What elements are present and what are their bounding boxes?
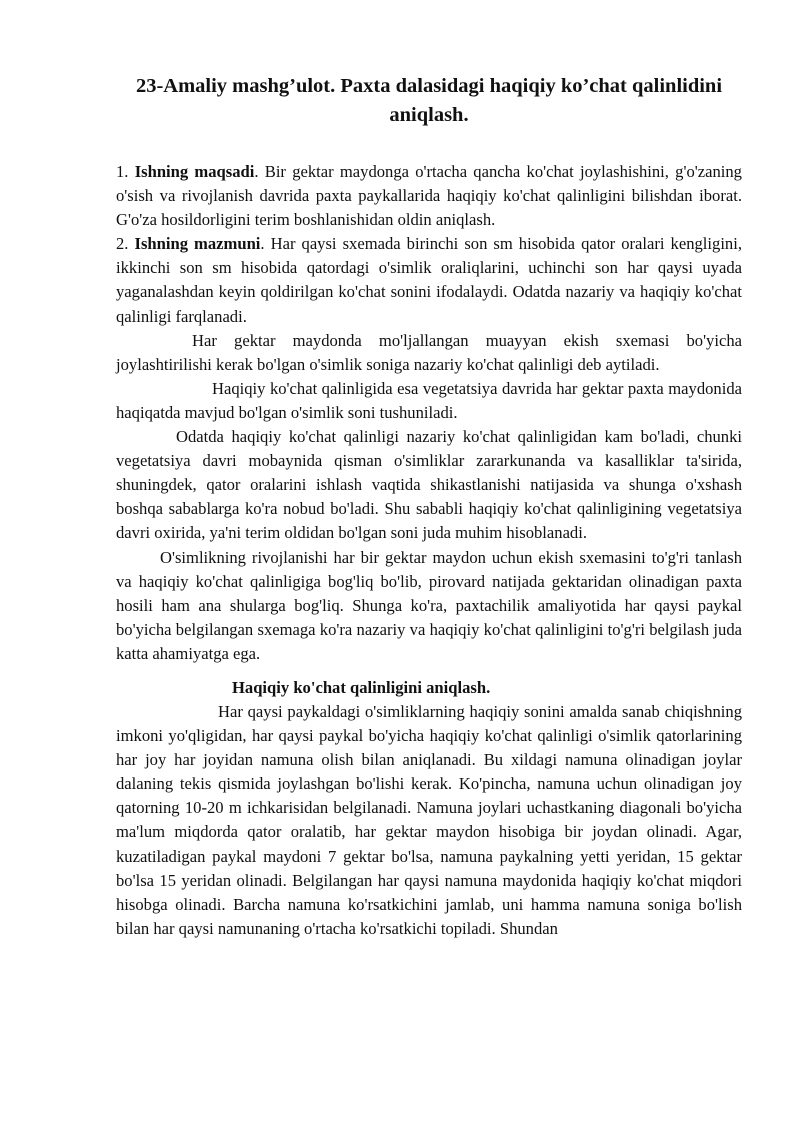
section-content-heading: Ishning mazmuni [134, 234, 261, 254]
section-goal-text: . Bir gektar maydonga o'rtacha qancha ko'chat joylashishini, g'o'zaning o'sish va rivojlanish davrida paxta paykallarida haqiqiy ko'chat qalinligini bilishdan iborat. G'o'za hosildorligini terim boshlanishidan oldin aniqlash. [116, 162, 742, 230]
paragraph-plant-development: O'simlikning rivojlanishi har bir gektar maydon uchun ekish sxemasini to'g'ri tanlash va haqiqiy ko'chat qalinligiga bog'liq bo'lib, pirovard natijada gektaridan olinadigan paxta hosili ham ana shularga bog'liq. Shunga ko'ra, paxtachilik amaliyotida har qaysi paykal bo'yicha belgilangan sxemaga ko'ra nazariy va haqiqiy ko'chat qalinligini to'g'ri belgilash juda katta ahamiyatga ega. [116, 547, 742, 663]
paragraph-actual-density: Haqiqiy ko'chat qalinligida esa vegetatsiya davrida har gektar paxta maydonida haqiqatda mavjud bo'lgan o'simlik soni tushuniladi. [116, 378, 742, 422]
section-content [116, 232, 742, 328]
subheading: Haqiqiy ko'chat qalinligini aniqlash. [232, 677, 491, 697]
paragraph-density-difference: Odatda haqiqiy ko'chat qalinligi nazariy ko'chat qalinligidan kam bo'ladi, chunki vegetatsiya davri mobaynida qisman o'simliklar zararkunanda va kasalliklar ta'sirida, shuningdek, qator oralarini ishlash vaqtida shikastlanishi natijasida va shunga o'xshash boshqa sabablarga ko'ra nobud bo'ladi. Shu sababli haqiqiy ko'chat qalinligining vegetatsiya davri oxirida, ya'ni terim oldidan bo'lgan soni juda muhim hisoblanadi. [116, 427, 742, 543]
section-goal-number: 1. [116, 162, 129, 181]
section-goal-heading: Ishning maqsadi [134, 162, 255, 181]
page-title: 23-Amaliy mashg’ulot. Paxta dalasidagi haqiqiy ko’chat qalinlidini aniqlash. [135, 75, 723, 126]
paragraph-sampling-method: Har qaysi paykaldagi o'simliklarning haqiqiy sonini amalda sanab chiqishning imkoni yo'qligidan, har qaysi paykal bo'yicha haqiqiy ko'chat qalinligi o'simlik qatorlarining har joy har joyidan namuna olish bilan aniqlanadi. Bu xildagi namuna olinadigan joylar dalaning tekis qismida joylashgan bo'lishi kerak. Ko'pincha, namuna uchun olinadigan joy qatorning 10-20 m ichkarisidan belgilanadi. Namuna joylari uchastkaning diagonali bo'yicha ma'lum miqdorda qator oralatib, har gektar maydon hisobiga bir joydan olinadi. Agar, kuzatiladigan paykal maydoni 7 gektar bo'lsa, namuna paykalning yetti yeridan, 15 gektar bo'lsa 15 yeridan olinadi. Belgilangan har qaysi namuna maydonida haqiqiy ko'chat miqdori hisobga olinadi. Barcha namuna ko'rsatkichini jamlab, uni hamma namuna soniga bo'lish bilan har qaysi namunaning o'rtacha ko'rsatkichi topiladi. Shundan [116, 701, 742, 938]
section-goal [116, 160, 742, 232]
section-content-text: . Har qaysi sxemada birinchi son sm hisobida qator oralari kengligini, ikkinchi son sm hisobida qatordagi o'simlik oraliqlarini, uchinchi son har qaysi uyada yaganalashdan keyin qoldirilgan ko'chat sonini ifodalaydi. Odatda nazariy va haqiqiy ko'chat qalinligi farqlanadi. [116, 234, 742, 326]
section-content-number: 2. [116, 234, 129, 254]
paragraph-theoretical-density: Har gektar maydonda mo'ljallangan muayyan ekish sxemasi bo'yicha joylashtirilishi kerak bo'lgan o'simlik soniga nazariy ko'chat qalinligi deb aytiladi. [116, 330, 742, 374]
